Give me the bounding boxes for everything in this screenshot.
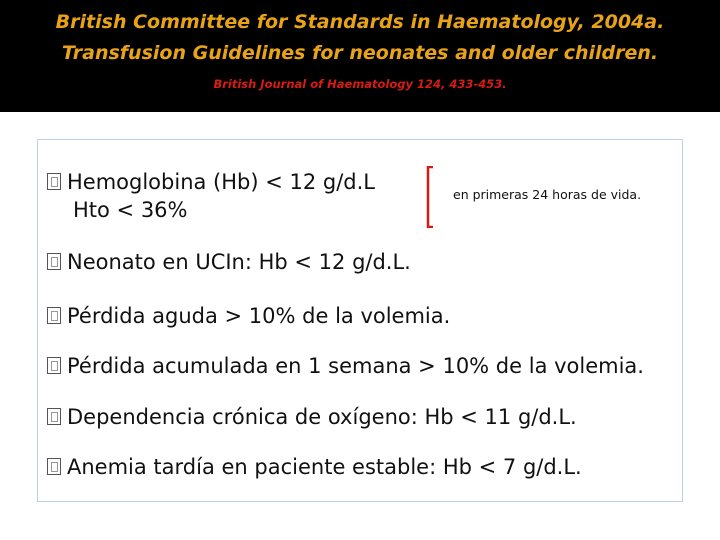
bullet-item-hemoglobin [47,170,375,194]
title-banner [0,0,720,112]
bullet-text: Anemia tardía en paciente estable: Hb < 7 g/d.L. [67,455,582,479]
citation: British Journal of Haematology 124, 433-453. [213,77,507,91]
title-line-1: British Committee for Standards in Haematology, 2004a. [55,11,665,33]
bullet-item-cumulative-loss [47,354,644,378]
bullet-text: Neonato en UCIn: Hb < 12 g/d.L. [67,250,411,274]
checkbox-bullet-icon [47,408,61,425]
bracket-icon [426,166,434,228]
bullet-item-late-anemia [47,455,582,479]
bullet-text: Hemoglobina (Hb) < 12 g/d.L [67,170,376,194]
checkbox-bullet-icon [47,173,61,190]
bullet-item-oxygen-dependence [47,405,577,429]
bullet-item-acute-loss [47,304,450,328]
checkbox-bullet-icon [47,307,61,324]
bullet-text: Pérdida acumulada en 1 semana > 10% de la volemia. [67,354,644,378]
bullet-text: Pérdida aguda > 10% de la volemia. [67,304,451,328]
side-note: en primeras 24 horas de vida. [453,187,642,202]
bullet-text: Dependencia crónica de oxígeno: Hb < 11 g/d.L. [67,405,577,429]
checkbox-bullet-icon [47,458,61,475]
checkbox-bullet-icon [47,357,61,374]
checkbox-bullet-icon [47,253,61,270]
title-line-2: Transfusion Guidelines for neonates and older children. [61,42,659,64]
bullet-item-neonate [47,250,411,274]
bullet-continuation-hematocrit: Hto < 36% [73,198,188,222]
